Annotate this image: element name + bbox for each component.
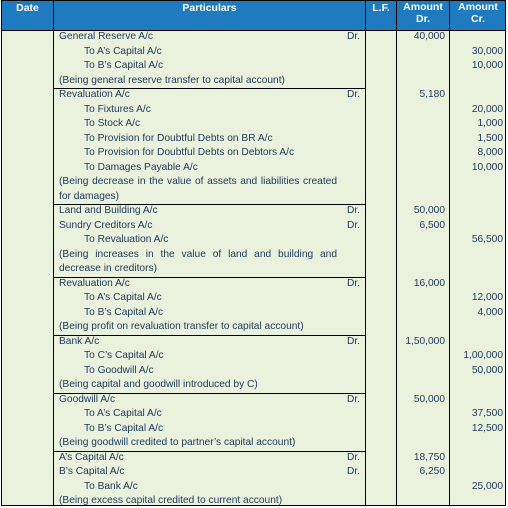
header-amount-dr	[397, 1, 449, 30]
credit-amount: 25,000	[471, 480, 503, 492]
credit-amount: 8,000	[477, 147, 503, 158]
account-line: To Goodwill A/c	[84, 364, 154, 376]
account-line: Sundry Creditors A/c	[59, 219, 153, 231]
header-lf: L.F.	[372, 2, 390, 14]
credit-amount: 37,500	[471, 408, 503, 419]
credit-amount: 1,500	[477, 132, 503, 144]
credit-amount: 56,500	[471, 234, 503, 245]
account-line: Land and Building A/c	[59, 205, 158, 216]
credit-amount: 1,00,000	[463, 350, 503, 361]
debit-amount: 6,250	[419, 466, 445, 477]
debit-amount: 5,180	[419, 89, 445, 100]
narration: (Being goodwill credited to partner’s capital account)	[59, 437, 296, 448]
dr-marker: Dr.	[347, 335, 361, 347]
dr-marker: Dr.	[347, 393, 361, 405]
credit-amount: 4,000	[477, 306, 503, 318]
account-line: To A’s Capital A/c	[84, 292, 162, 303]
account-line: Revaluation A/c	[59, 89, 130, 100]
account-line: To A’s Capital A/c	[84, 408, 162, 419]
entry-separator	[53, 335, 366, 336]
debit-amount: 40,000	[413, 31, 445, 42]
header-amount-cr	[450, 1, 506, 30]
account-line: To A’s Capital A/c	[84, 45, 162, 57]
dr-marker: Dr.	[347, 205, 361, 216]
account-line: To C’s Capital A/c	[84, 350, 164, 361]
narration: (Being decrease in the value of assets and liabilities created for damages)	[59, 176, 337, 202]
column-divider-date	[53, 1, 54, 505]
dr-marker: Dr.	[347, 466, 361, 477]
account-line: To Stock A/c	[84, 118, 141, 129]
dr-marker: Dr.	[347, 31, 361, 42]
account-line: To Fixtures A/c	[84, 103, 151, 115]
header-particulars: Particulars	[182, 2, 237, 14]
credit-amount: 30,000	[471, 45, 503, 57]
account-line: To Revaluation A/c	[84, 234, 169, 245]
credit-amount: 50,000	[471, 364, 503, 376]
credit-amount: 10,000	[471, 161, 503, 173]
credit-amount: 10,000	[471, 60, 503, 71]
account-line: B’s Capital A/c	[59, 466, 125, 477]
credit-amount: 1,000	[477, 118, 503, 129]
debit-amount: 1,50,000	[405, 335, 445, 347]
dr-marker: Dr.	[347, 89, 361, 100]
journal-entry-table	[1, 0, 506, 506]
account-line: To B’s Capital A/c	[84, 422, 164, 434]
narration: (Being profit on revaluation transfer to capital account)	[59, 321, 304, 332]
debit-amount: 50,000	[413, 205, 445, 216]
account-line: A’s Capital A/c	[59, 451, 124, 463]
header-amount-cr-line1: Amount	[458, 1, 498, 13]
credit-amount: 12,500	[471, 422, 503, 434]
account-line: Goodwill A/c	[59, 393, 116, 405]
account-line: General Reserve A/c	[59, 31, 153, 42]
narration: (Being general reserve transfer to capital account)	[59, 74, 285, 86]
credit-amount: 20,000	[471, 103, 503, 115]
header-amount-dr-line2: Dr.	[415, 13, 430, 25]
header-amount-cr-line2: Cr.	[470, 13, 485, 25]
header-date: Date	[16, 2, 39, 14]
debit-amount: 50,000	[413, 393, 445, 405]
account-line: Bank A/c	[59, 335, 100, 347]
debit-amount: 18,750	[413, 451, 445, 463]
table-header	[2, 1, 505, 30]
credit-amount: 12,000	[471, 292, 503, 303]
account-line: To Provision for Doubtful Debts on Debtors A/c	[84, 147, 295, 158]
header-amount-dr-line1: Amount	[403, 1, 443, 13]
dr-marker: Dr.	[347, 277, 361, 289]
account-line: To B’s Capital A/c	[84, 306, 164, 318]
column-divider-lf	[396, 1, 397, 505]
narration: (Being increases in the value of land and building and decrease in creditors)	[59, 248, 337, 274]
account-line: Revaluation A/c	[59, 277, 130, 289]
debit-amount: 6,500	[419, 219, 445, 231]
account-line: To Provision for Doubtful Debts on BR A/c	[84, 132, 273, 144]
account-line: To Damages Payable A/c	[84, 161, 198, 173]
narration: (Being excess capital credited to current account)	[59, 495, 283, 506]
account-line: To B’s Capital A/c	[84, 60, 164, 71]
column-divider-particulars	[365, 1, 366, 505]
dr-marker: Dr.	[347, 451, 361, 463]
dr-marker: Dr.	[347, 219, 361, 231]
debit-amount: 16,000	[413, 277, 445, 289]
narration: (Being capital and goodwill introduced by C)	[59, 379, 258, 390]
account-line: To Bank A/c	[84, 480, 138, 492]
